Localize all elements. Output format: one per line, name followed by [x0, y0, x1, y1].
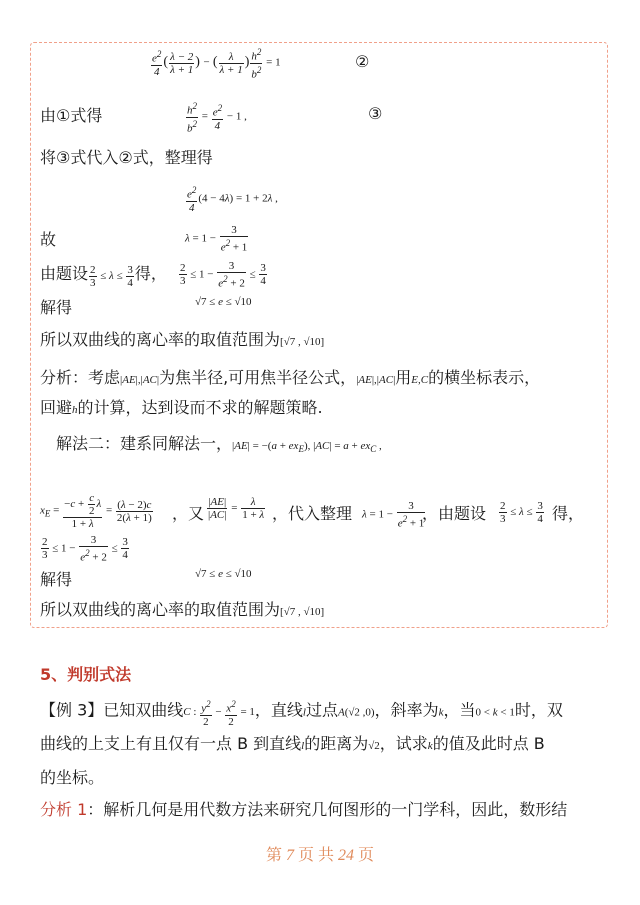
text-solve: 解得: [40, 298, 73, 317]
example-line-3: 的坐标。: [40, 768, 105, 787]
equation-ratio: $\frac{|AE|}{|AC|}$ = $\frac{\lambda}{1 + \lambda}$: [208, 496, 265, 521]
analysis-c: 用: [395, 368, 412, 387]
circle-mark-2: ②: [355, 52, 370, 71]
inequality-lambda: $\frac{2}{3}$ ≤ λ ≤ $\frac{3}{4}$: [90, 264, 133, 289]
var-k-2: k: [427, 740, 433, 752]
text-solve-2: 解得: [40, 570, 73, 589]
text-conclusion-2: [40, 600, 324, 620]
example-line2-c: ，试求: [379, 734, 428, 753]
example-line-2: [40, 734, 545, 754]
example-b: ，直线: [254, 700, 303, 720]
text-method2-c: ，代入整理: [272, 504, 353, 523]
text-method2-b: ，又: [172, 504, 205, 523]
point-a: A(√2 ,0): [338, 706, 375, 719]
text-conclusion: [40, 330, 324, 350]
analysis-line: [40, 800, 567, 820]
var-l: l: [302, 706, 306, 719]
text-given-b: 得，: [134, 264, 167, 284]
page-total: 24: [338, 847, 354, 864]
focal-formula: $|AE| = -(a + ex_E)$, $|AC| = a + ex_C$ ,: [232, 440, 382, 455]
inequality-lambda-2: $\frac{2}{3}$ ≤ λ ≤ $\frac{3}{4}$: [500, 500, 543, 525]
circle-mark-3: ③: [368, 104, 383, 123]
example-line2-a: 曲线的上支上有且仅有一点 B 到直线: [40, 734, 302, 753]
interval-2: [√7 , √10]: [280, 606, 325, 618]
equation-xe: $x_E$ = −c + $\frac{c}{2}$ λ 1 + λ = $\frac{(\lambda - 2)c}{2(\lambda + 1)}$: [40, 492, 152, 530]
conclusion-text: 所以双曲线的离心率的取值范围为: [40, 330, 281, 349]
text-given-a: 由题设: [40, 264, 89, 284]
equation-lambda-2: λ = 1 − $\frac{3}{e^2 + 1}$: [362, 500, 425, 530]
inequality-e-2: $\frac{2}{3}$ ≤ 1 − $\frac{3}{e^2 + 2}$ ≤ $\frac{3}{4}$: [42, 534, 128, 564]
analysis-b: 为焦半径,可用焦半径公式，: [159, 368, 357, 387]
page-footer: [0, 842, 640, 865]
var-h: h: [72, 404, 78, 416]
hyperbola-eq: C : $\frac{y^2}{2}$ − $\frac{x^2}{2}$ = 1: [183, 699, 255, 728]
var-k: k: [438, 706, 444, 719]
example-f: 时，双: [514, 700, 563, 720]
page-number: 7: [285, 847, 294, 864]
equation-4: $\frac{e^2}{4}$ (4 − 4λ) = 1 + 2λ ,: [187, 185, 278, 214]
example-e: ，当: [443, 700, 476, 720]
footer-a: 第: [265, 847, 282, 864]
analysis-a: 分析：考虑: [40, 368, 121, 387]
text-analysis: [40, 368, 540, 388]
points-ec: E,C: [411, 374, 429, 386]
footer-c: 页: [358, 847, 375, 864]
analysis-label: 分析 1: [40, 800, 88, 819]
equation-3: $\frac{h^2}{b^2}$ = $\frac{e^2}{4}$ − 1 ,: [187, 101, 247, 135]
analysis-e: 回避: [40, 398, 73, 417]
result-range: √7 ≤ e ≤ √10: [195, 296, 252, 308]
var-l-2: l: [301, 740, 305, 752]
example-line2-b: 的距离为: [304, 734, 369, 753]
example-d: ，斜率为: [374, 700, 439, 720]
method2-a: 解法二：建系同解法一，: [56, 434, 233, 453]
sqrt-2: √2: [368, 740, 380, 752]
text-method2: [56, 434, 382, 455]
text-analysis-2: [40, 398, 323, 418]
footer-b: 页 共: [297, 847, 334, 864]
analysis-d: 的横坐标表示，: [428, 368, 541, 387]
text-method2-d: ，由题设: [422, 504, 487, 523]
analysis-f: 的计算，达到设而不求的解题策略.: [77, 398, 323, 417]
text-from-1: 由①式得: [40, 106, 103, 125]
result-range-2: √7 ≤ e ≤ √10: [195, 568, 252, 580]
interval-1: [√7 , √10]: [280, 336, 325, 348]
section-heading: 5、判别式法: [40, 665, 132, 684]
example-c: 过点: [305, 700, 338, 720]
focal-radii: |AE|,|AC|: [120, 374, 160, 386]
example-a: 【例 3】已知双曲线: [40, 700, 184, 720]
equation-2: $\frac{e^2}{4}$ ( $\frac{\lambda - 2}{\lambda + 1}$ ) − ( $\frac{\lambda}{\lambda + 1}$ ) $\frac{h^2}{b^2}$ = 1: [152, 47, 281, 81]
example-line-1: [40, 698, 563, 728]
text-therefore: 故: [40, 230, 57, 249]
example-line2-d: 的值及此时点 B: [432, 734, 545, 753]
k-range: 0 < k < 1: [475, 706, 515, 719]
text-substitute: 将③式代入②式，整理得: [40, 148, 213, 167]
focal-radii-2: |AE|,|AC|: [356, 374, 396, 386]
conclusion2-text: 所以双曲线的离心率的取值范围为: [40, 600, 281, 619]
inequality-e: $\frac{2}{3}$ ≤ 1 − $\frac{3}{e^2 + 2}$ ≤ $\frac{3}{4}$: [180, 260, 266, 290]
text-given: [40, 264, 167, 289]
analysis-text: ：解析几何是用代数方法来研究几何图形的一门学科，因此，数形结: [87, 800, 568, 819]
text-method2-e: 得，: [552, 504, 585, 523]
equation-lambda: λ = 1 − $\frac{3}{e^2 + 1}$: [185, 224, 248, 254]
